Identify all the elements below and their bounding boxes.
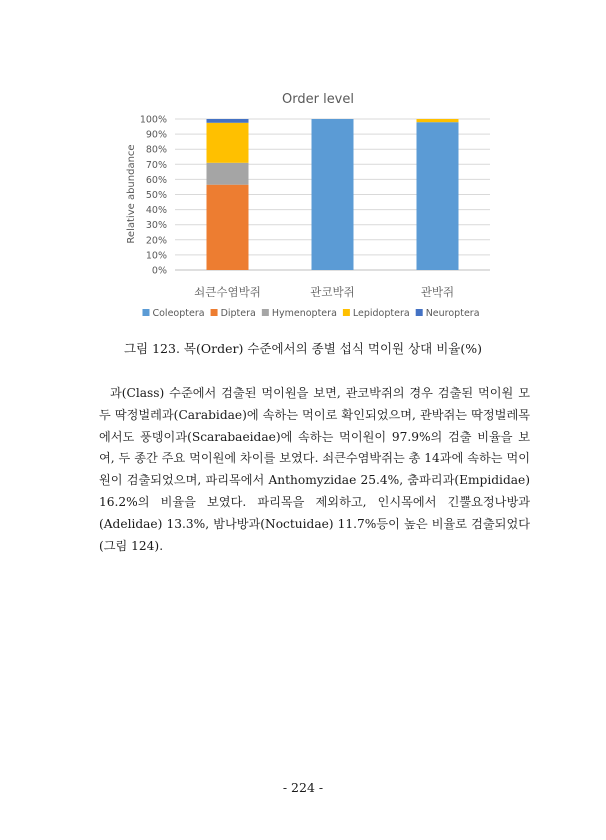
bar-segment-coleoptera — [417, 122, 459, 270]
x-tick-label: 관박쥐 — [420, 285, 455, 299]
legend-swatch — [211, 309, 218, 316]
legend-label: Neuroptera — [425, 308, 480, 319]
bar-segment-diptera — [207, 185, 249, 270]
legend — [142, 308, 479, 319]
y-axis-label: Relative abundance — [126, 144, 137, 244]
y-tick-label: 0% — [151, 265, 167, 277]
y-tick-label: 70% — [145, 159, 167, 171]
legend-label: Lepidoptera — [352, 308, 410, 319]
x-tick-labels — [194, 285, 454, 299]
chart-title: Order level — [282, 92, 354, 107]
figure-caption: 그림 123. 목(Order) 수준에서의 종별 섭식 먹이원 상대 비율(%) — [123, 341, 483, 356]
paragraph-text: 과(Class) 수준에서 검출된 먹이원을 보면, 관코박쥐의 경우 검출된 먹이원 모두 딱정벌레과(Carabidae)에 속하는 먹이로 확인되었으며, 관박쥐는 딱정벌레목에서도 풍뎅이과(Scarabaeidae)에 속하는 먹이원이 97.9%의 검출 비율을 보여, 두 종간 주요 먹이원에 차이를 보였다. 쇠큰수염박쥐는 총 14과에 속하는 먹이원이 검출되었으며, 파리목에서 Anthomyzidae 25.4%, 춤파리과(Empididae) 16.2%의 비율을 보였다. 파리목을 제외하고, 인시목에서 긴뿔요정나방과(Adelidae) 13.3%, 밤나방과(Noctuidae) 11.7%등이 높은 비율로 검출되었다(그림 124). — [99, 386, 530, 553]
page-number: - 224 - — [282, 780, 324, 795]
legend-swatch — [343, 309, 350, 316]
y-tick-labels — [140, 115, 167, 277]
stacked-bar-chart — [0, 0, 606, 330]
bar-segment-lepidoptera — [417, 119, 459, 122]
body-paragraph — [99, 383, 530, 557]
x-tick-label: 관코박쥐 — [310, 285, 355, 299]
legend-swatch — [262, 309, 269, 316]
legend-label: Hymenoptera — [271, 308, 337, 319]
y-tick-label: 90% — [145, 129, 167, 141]
bar-segment-lepidoptera — [207, 123, 249, 163]
y-tick-label: 100% — [139, 114, 167, 126]
bar-segment-coleoptera — [312, 119, 354, 270]
legend-swatch — [142, 309, 149, 316]
y-tick-label: 60% — [145, 174, 167, 186]
y-tick-label: 40% — [145, 205, 167, 217]
legend-label: Coleoptera — [152, 308, 205, 319]
bar-segment-neuroptera — [207, 119, 249, 123]
y-tick-label: 50% — [145, 190, 167, 201]
bar-segment-hymenoptera — [207, 163, 249, 185]
y-tick-label: 10% — [145, 250, 167, 262]
bars — [207, 119, 459, 270]
x-tick-label: 쇠큰수염박쥐 — [194, 285, 261, 299]
legend-label: Diptera — [220, 308, 256, 319]
legend-swatch — [416, 309, 423, 316]
y-tick-label: 30% — [145, 220, 167, 232]
y-tick-label: 20% — [145, 235, 167, 247]
y-tick-label: 80% — [145, 144, 167, 156]
